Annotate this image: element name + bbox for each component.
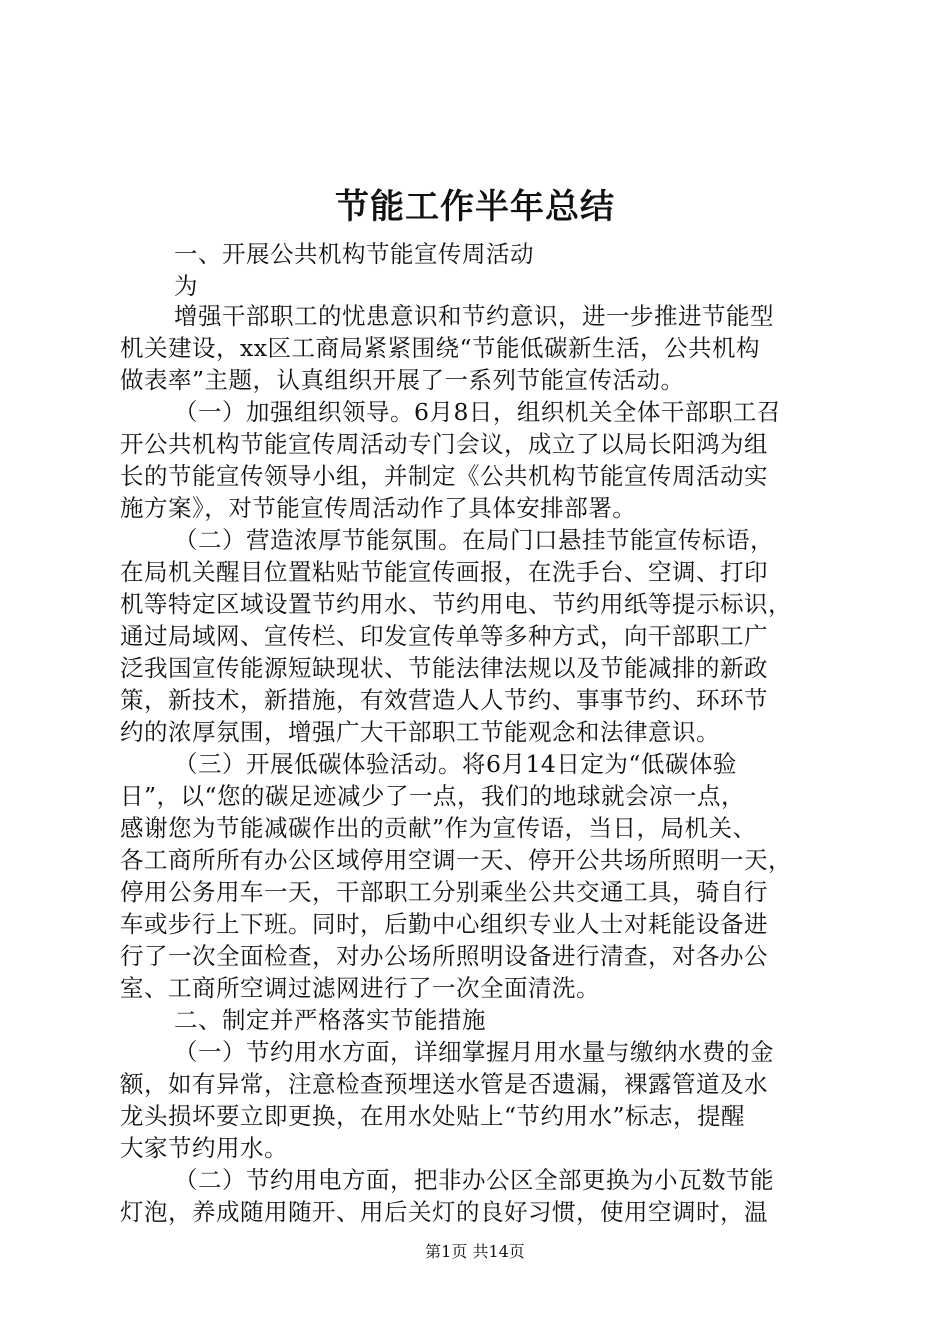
page-indicator: 第1页 共14页 [425,1242,525,1261]
paragraph-line: （二）营造浓厚节能氛围。在局门口悬挂节能宣传标语， [174,526,774,554]
paragraph-line: 停用公务用车一天，干部职工分别乘坐公共交通工具，骑自行 [120,878,768,906]
paragraph-line: （一）节约用水方面，详细掌握月用水量与缴纳水费的金 [174,1038,774,1066]
paragraph-line: 为 [174,272,198,300]
paragraph-line: （三）开展低碳体验活动。将6月14日定为“低碳体验 [174,750,737,778]
paragraph-line: （二）节约用电方面，把非办公区全部更换为小瓦数节能 [174,1166,774,1194]
paragraph-line: 各工商所所有办公区域停用空调一天、停开公共场所照明一天， [120,846,792,874]
paragraph-line: 龙头损坏要立即更换，在用水处贴上“节约用水”标志，提醒 [120,1102,746,1130]
paragraph-line: 长的节能宣传领导小组，并制定《公共机构节能宣传周活动实 [120,462,768,490]
section-heading: 一、开展公共机构节能宣传周活动 [174,240,534,268]
paragraph-line: 约的浓厚氛围，增强广大干部职工节能观念和法律意识。 [120,718,720,746]
paragraph-line: 车或步行上下班。同时，后勤中心组织专业人士对耗能设备进 [120,910,768,938]
paragraph-line: 日”，以“您的碳足迹减少了一点，我们的地球就会凉一点， [120,782,746,810]
document-title: 节能工作半年总结 [335,187,615,227]
paragraph-line: （一）加强组织领导。6月8日，组织机关全体干部职工召 [174,398,781,426]
paragraph-line: 施方案》，对节能宣传周活动作了具体安排部署。 [120,494,637,522]
paragraph-line: 大家节约用水。 [120,1134,288,1162]
paragraph-line: 泛我国宣传能源短缺现状、节能法律法规以及节能减排的新政 [120,654,768,682]
paragraph-line: 在局机关醒目位置粘贴节能宣传画报，在洗手台、空调、打印 [120,558,768,586]
paragraph-line: 增强干部职工的忧患意识和节约意识，进一步推进节能型 [174,302,774,330]
paragraph-line: 机等特定区域设置节约用水、节约用电、节约用纸等提示标识， [120,590,792,618]
paragraph-line: 开公共机构节能宣传周活动专门会议，成立了以局长阳鸿为组 [120,430,768,458]
paragraph-line: 机关建设，xx区工商局紧紧围绕“节能低碳新生活，公共机构 [120,334,761,362]
paragraph-line: 策，新技术，新措施，有效营造人人节约、事事节约、环环节 [120,686,768,714]
paragraph-line: 感谢您为节能减碳作出的贡献”作为宣传语，当日，局机关、 [120,814,757,842]
paragraph-line: 做表率”主题，认真组织开展了一系列节能宣传活动。 [120,366,685,394]
paragraph-line: 灯泡，养成随用随开、用后关灯的良好习惯，使用空调时，温 [120,1198,768,1226]
section-heading: 二、制定并严格落实节能措施 [174,1006,486,1034]
paragraph-line: 室、工商所空调过滤网进行了一次全面清洗。 [120,974,600,1002]
paragraph-line: 额，如有异常，注意检查预埋送水管是否遗漏，裸露管道及水 [120,1070,768,1098]
paragraph-line: 通过局域网、宣传栏、印发宣传单等多种方式，向干部职工广 [120,622,768,650]
paragraph-line: 行了一次全面检查，对办公场所照明设备进行清查，对各办公 [120,942,768,970]
